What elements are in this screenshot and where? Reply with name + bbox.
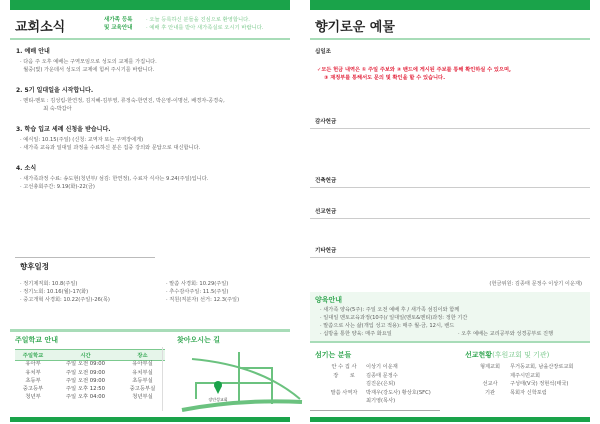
news-line: · 멘티-멘토 : 김성림-한연정, 김지혜-김부영, 류정숙-한연진, 박은영-이명선, 배경자-공경숙, — [20, 98, 225, 104]
news-list — [16, 46, 291, 202]
register-label-1: 새가족 등록 — [104, 17, 133, 23]
notice-line: ③ 재정부를 통해서도 문의 및 확인을 할 수 있습니다. — [324, 75, 446, 81]
row-value: 김진운(은퇴) — [366, 381, 396, 388]
mission-title — [465, 350, 549, 360]
table-cell: 초등부실 — [132, 377, 153, 384]
table-cell: 초등부 — [25, 377, 41, 384]
row-label: 안 수 집 사 — [331, 364, 357, 370]
table-cell: 주일 오후 12:50 — [65, 386, 106, 393]
offering-label: 선교헌금 — [315, 209, 337, 215]
table-header: 장소 — [120, 350, 165, 361]
list-row — [470, 380, 573, 389]
offering-line — [310, 187, 590, 188]
nurture-extra: · 오후 예배는 교리공부와 성경공부로 진행 — [458, 331, 554, 337]
church-label: 장안성교회 — [208, 397, 228, 402]
news-line: · 고선총회주간: 9.19(화)-22(금) — [20, 184, 95, 190]
row-label — [322, 397, 366, 406]
offering-label: 건축헌금 — [315, 178, 337, 184]
map-title: 찾아오시는 길 — [177, 336, 221, 344]
table-header: 주일학교 — [15, 350, 51, 361]
table-cell: 청년부실 — [132, 394, 153, 401]
servers-list — [322, 363, 431, 406]
list-row — [470, 372, 573, 381]
top-bar — [310, 0, 590, 10]
list-row — [470, 389, 573, 398]
divider — [10, 38, 290, 40]
schedule-title: 향후일정 — [20, 262, 49, 271]
mission-title-text: 선교현황 — [465, 351, 493, 359]
news-section — [16, 124, 291, 152]
offering-label: 감사헌금 — [315, 119, 337, 125]
list-row — [470, 363, 573, 372]
table-row — [15, 369, 165, 377]
table-cell: 유치부실 — [132, 369, 153, 376]
table-cell: 유치부 — [25, 369, 41, 376]
table-row — [15, 361, 165, 370]
directions-map — [180, 347, 305, 415]
row-value: 김종태 문정수 — [366, 372, 398, 379]
table-cell: 주일 오전 09:00 — [65, 361, 106, 368]
schedule-col-2 — [166, 280, 239, 304]
table-row — [15, 378, 165, 386]
table-row — [15, 386, 165, 394]
committee: (헌금위원: 김종태 문정수 이상기 이운재) — [489, 281, 582, 287]
list-row — [322, 372, 431, 381]
nurture-item: · 십방을 통한 양육: 매주 화요일 — [320, 331, 392, 337]
news-heading: 4. 소식 — [16, 165, 37, 172]
row-value: 제주시민교회 — [510, 372, 541, 379]
nurture-item: · 말씀으로 사는 삶(개입 성고 적용): 매주 월-금, 12시, 밴드 — [320, 323, 455, 329]
row-value: 최기영(목사) — [366, 398, 396, 405]
row-label — [470, 372, 510, 381]
list-row — [322, 380, 431, 389]
table-cell: 주일 오후 04:00 — [65, 394, 106, 401]
row-value: 박재우(강도사) 황상호(SFC) — [366, 389, 431, 396]
news-section — [16, 46, 291, 74]
table-cell: 유아부실 — [132, 361, 153, 368]
schedule-item: · 정기노회: 10.16(월)-17(화) — [20, 289, 89, 295]
nurture-title: 양육안내 — [315, 296, 343, 304]
row-label: 장 로 — [333, 372, 355, 379]
news-section — [16, 163, 291, 191]
divider — [310, 38, 590, 40]
table-row — [15, 394, 165, 402]
list-row — [322, 397, 431, 406]
register-text — [146, 16, 264, 32]
offering-notice — [317, 66, 511, 82]
mission-subtitle: (후원교회 및 기관) — [492, 351, 550, 359]
row-label — [322, 380, 366, 389]
news-heading: 1. 예배 안내 — [16, 48, 50, 55]
notice-line: ✓모든 헌금 내역은 ① 주일 주보와 ② 밴드에 게시된 주보를 통해 확인하실 수 있으며, — [317, 67, 511, 73]
news-line: · 새가족과정 수료: 송도현(청년부/ 섬김: 한연정), 수료자 식사는 9.24(주일)입니다. — [20, 176, 209, 182]
sunday-school-title: 주일학교 안내 — [15, 336, 59, 344]
list-row — [322, 389, 431, 398]
schedule-item: · 정기제직회: 10.8(주일) — [20, 281, 78, 287]
left-page — [10, 0, 290, 424]
news-line: 최 숙-박갑아 — [20, 106, 72, 112]
bottom-bar — [10, 417, 290, 422]
divider — [15, 257, 155, 258]
schedule-col-1 — [20, 280, 110, 304]
list-row — [322, 363, 431, 372]
news-line: · 예식일: 10.15(주일) (신청: 교역자 또는 구역장에게) — [20, 137, 144, 143]
table-cell: 청년부 — [25, 394, 41, 401]
divider — [10, 329, 290, 332]
row-value: 이상기 이운재 — [366, 364, 398, 370]
schedule-item: · 말씀 사경회: 10.29(주일) — [166, 281, 229, 287]
table-cell: 유아부 — [25, 361, 41, 368]
table-cell: 중고등부 — [22, 386, 44, 393]
sunday-school-table — [15, 349, 165, 402]
news-section — [16, 85, 291, 113]
table-cell: 주일 오전 09:00 — [65, 377, 106, 384]
nurture-box — [310, 292, 590, 343]
nurture-item: · 새가족 양육(5주): 주일 오전 예배 후 / 새가족 섬김이와 함께 — [320, 307, 460, 313]
schedule-item: · 직원(직분자) 선거: 12.3(주일) — [166, 297, 240, 303]
row-value: 무거동교회, 남을산장로교회 — [510, 364, 574, 370]
row-label: 기관 — [484, 389, 496, 396]
row-value: 목회자 신학포럼 — [510, 389, 547, 396]
offering-line — [310, 218, 590, 219]
news-heading: 3. 학습 입교 세례 신청을 받습니다. — [16, 126, 111, 133]
mission-list — [470, 363, 573, 397]
nurture-item: · 일대일 멘토교육과정(10주)/ 일대일(멘토&멘티)과정: 정한 기간 — [320, 315, 468, 321]
row-label: 선교사 — [482, 381, 498, 388]
news-line: · 다음 주 오후 예배는 구역모임으로 성도의 교제를 가집니다. — [20, 59, 157, 65]
offering-line — [310, 257, 590, 258]
register-label — [104, 16, 132, 32]
news-line: · 새가족 교육과 일대일 과정을 수료하신 분은 집중 강의와 문답으로 대신합니다. — [20, 145, 201, 151]
row-label: 말씀 사역자 — [330, 389, 358, 396]
register-line: · 오늘 등록하신 분들을 진심으로 환영합니다. — [146, 17, 250, 23]
bottom-bar — [310, 417, 590, 422]
row-label: 형제교회 — [479, 364, 501, 370]
right-page — [310, 0, 590, 424]
schedule-item: · 추수감사주일: 11.5(주일) — [166, 289, 229, 295]
offering-label: 기타헌금 — [315, 248, 337, 254]
table-cell: 중고등부실 — [129, 386, 156, 393]
servers-title: 섬기는 분들 — [315, 351, 352, 359]
schedule-item: · 중고개혁 사경회: 10.22(주일)-26(목) — [20, 297, 110, 303]
page-title: 교회소식 — [15, 20, 66, 35]
offering-line — [310, 128, 590, 129]
page-title: 향기로운 예물 — [315, 20, 395, 35]
news-line: 월중(빛) 가운데서 성도의 교제에 힘써 주시기를 바랍니다. — [20, 67, 155, 73]
row-value: 구성태(V국) 정현석(태국) — [510, 381, 569, 388]
table-header: 시간 — [51, 350, 120, 361]
table-cell: 주일 오전 09:00 — [65, 369, 106, 376]
news-heading: 2. 5기 일대일을 시작합니다. — [16, 87, 94, 94]
tithe-label: 십일조 — [315, 49, 331, 55]
register-line: · 예배 후 안내를 받아 새가족실로 오시기 바랍니다. — [146, 25, 264, 31]
register-label-2: 및 교육안내 — [104, 25, 133, 31]
top-bar — [10, 0, 290, 10]
